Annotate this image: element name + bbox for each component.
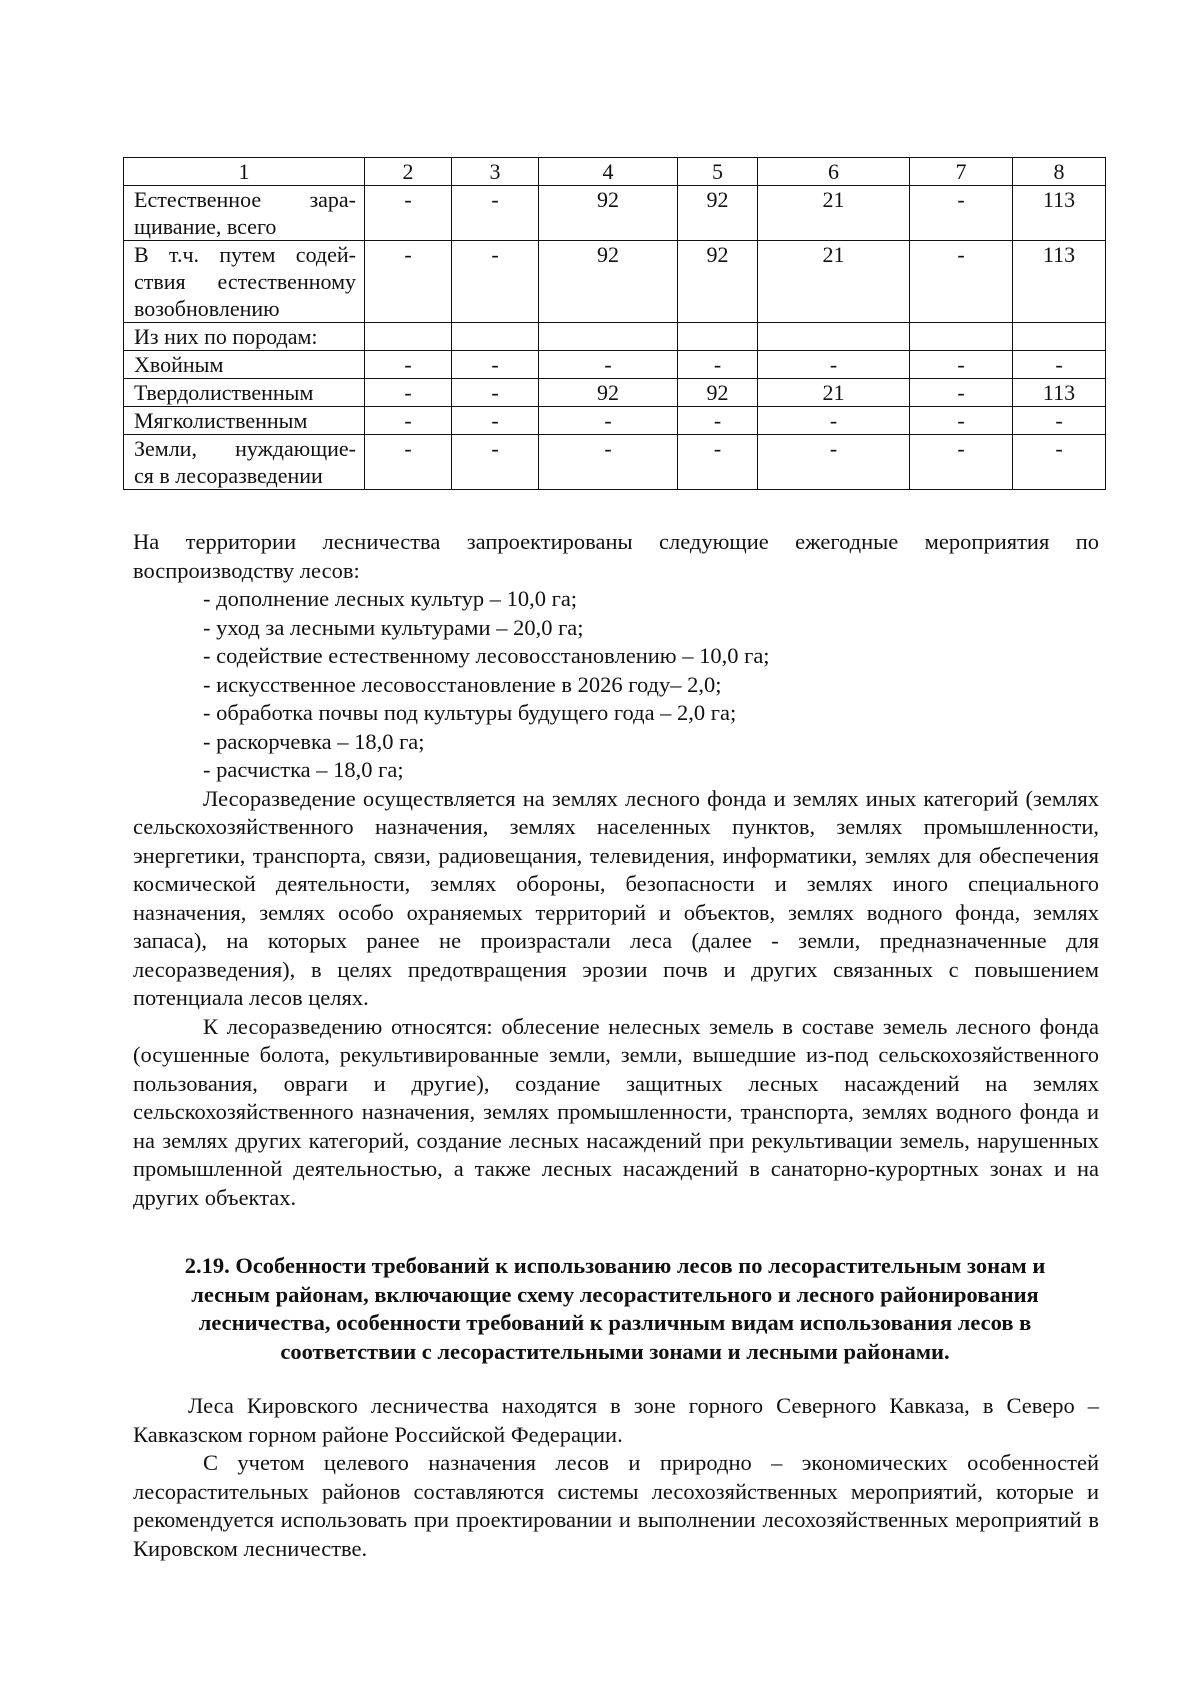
table-cell: -: [758, 407, 910, 435]
table-cell: -: [1013, 351, 1106, 379]
row-label-line: Твердолиственным: [134, 380, 314, 405]
table-cell: -: [452, 379, 539, 407]
table-cell: -: [678, 435, 758, 490]
table-header-cell: 8: [1013, 158, 1106, 186]
row-label-line: ся в лесоразведении: [134, 463, 323, 488]
table-row: [124, 407, 1106, 435]
row-label: [124, 241, 365, 323]
table-cell: [365, 323, 452, 351]
intro-paragraph: [133, 528, 1099, 557]
table-cell: -: [910, 186, 1013, 241]
table-cell: -: [758, 435, 910, 490]
table-header-cell: 7: [910, 158, 1013, 186]
table-header-cell: 1: [124, 158, 365, 186]
row-label-line: Мягколиственным: [134, 408, 308, 433]
table-cell: 113: [1013, 241, 1106, 323]
row-label-line: Естественное зара-: [134, 187, 356, 212]
table-cell: -: [1013, 407, 1106, 435]
table-cell: [910, 323, 1013, 351]
table-cell: -: [910, 407, 1013, 435]
table-cell: 21: [758, 241, 910, 323]
table-row: [124, 435, 1106, 490]
table-row: [124, 241, 1106, 323]
list-item: - раскорчевка – 18,0 га;: [203, 728, 425, 754]
table-cell: -: [452, 435, 539, 490]
reforestation-section: [133, 528, 1099, 1212]
table-cell: [452, 323, 539, 351]
table-cell: [678, 323, 758, 351]
table-cell: -: [452, 241, 539, 323]
table-cell: 92: [678, 186, 758, 241]
table-header-cell: 4: [539, 158, 678, 186]
row-label: [124, 323, 365, 351]
table-cell: -: [910, 379, 1013, 407]
intro-line: воспроизводству лесов:: [133, 557, 360, 583]
table-header-row: [124, 158, 1106, 186]
zone-paragraph: Леса Кировского лесничества находятся в зоне горного Северного Кавказа, в Северо – Кавказском горном районе Российской Федерации.: [133, 1393, 1099, 1447]
afforestation-definition-paragraph: Лесоразведение осуществляется на землях лесного фонда и землях иных категорий (землях сельскохозяйственного назначения, землях населенных пунктов, землях промышленности, энергетики, транспорта, связи, радиовещания, телевидения, информатики, землях для обеспечения космической деятельности, землях обороны, безопасности и землях иного специального назначения, землях особо охраняемых территорий и объектов, землях водного фонда, землях запаса), на которых ранее не произрастали леса (далее - земли, предназначенные для лесоразведения), в целях предотвращения эрозии почв и других связанных с повышением потенциала лесов целях.: [133, 785, 1099, 1010]
row-label-line: щивание, всего: [134, 214, 277, 239]
table-header-cell: 5: [678, 158, 758, 186]
table-cell: -: [452, 186, 539, 241]
table-cell: 92: [539, 186, 678, 241]
target-paragraph: С учетом целевого назначения лесов и природно – экономических особенностей лесорастительных районов составляются системы лесохозяйственных мероприятий, которые и рекомендуется использовать при проектировании и выполнении лесохозяйственных мероприятий в Кировском лесничестве.: [133, 1450, 1099, 1561]
table-cell: 113: [1013, 186, 1106, 241]
table-row: [124, 379, 1106, 407]
list-item: - дополнение лесных культур – 10,0 га;: [203, 586, 578, 611]
table-cell: -: [365, 407, 452, 435]
table-header-cell: 3: [452, 158, 539, 186]
table-cell: -: [452, 351, 539, 379]
table-cell: -: [365, 435, 452, 490]
row-label-line: В т.ч. путем содей-: [134, 242, 356, 267]
table-cell: -: [365, 379, 452, 407]
row-label: [124, 435, 365, 490]
table-cell: 92: [539, 379, 678, 407]
table-row: [124, 351, 1106, 379]
table-cell: 21: [758, 186, 910, 241]
table-cell: -: [910, 241, 1013, 323]
table-cell: 113: [1013, 379, 1106, 407]
row-label-line: Земли, нуждающие-: [134, 436, 356, 461]
table-cell: -: [539, 407, 678, 435]
table-cell: [1013, 323, 1106, 351]
intro-continuation: [133, 557, 1099, 586]
table-cell: [539, 323, 678, 351]
table-cell: -: [1013, 435, 1106, 490]
list-item: - содействие естественному лесовосстановлению – 10,0 га;: [203, 643, 770, 668]
table-cell: 92: [678, 241, 758, 323]
table-cell: -: [539, 351, 678, 379]
table-cell: -: [678, 407, 758, 435]
afforestation-scope-paragraph: К лесоразведению относятся: облесение нелесных земель в составе земель лесного фонда (осушенные болота, рекультивированные земли, земли, вышедшие из-под сельскохозяйственного пользования, овраги и другие), создание защитных лесных насаждений на землях сельскохозяйственного назначения, землях промышленности, транспорта, землях водного фонда и на землях других категорий, создание лесных насаждений при рекультивации земель, нарушенных промышленной деятельностью, а также лесных насаждений в санаторно-курортных зонах и на других объектах.: [133, 1013, 1099, 1210]
table-cell: -: [365, 241, 452, 323]
table-cell: 92: [539, 241, 678, 323]
table-cell: [758, 323, 910, 351]
row-label: [124, 379, 365, 407]
table-cell: -: [539, 435, 678, 490]
section-heading: 2.19. Особенности требований к использованию лесов по лесорастительным зонам и лесным районам, включающие схему лесорастительного и лесного районирования лесничества, особенности требований к различным видам использования лесов в соответствии с лесорастительными зонами и лесными районами.: [184, 1253, 1046, 1364]
table-header-cell: 6: [758, 158, 910, 186]
row-label-line: возобновлению: [134, 296, 280, 321]
row-label-line: Хвойным: [134, 352, 224, 377]
intro-line: На территории лесничества запроектированы следующие ежегодные мероприятия по: [133, 529, 1099, 554]
row-label: [124, 351, 365, 379]
row-label: [124, 407, 365, 435]
table-cell: -: [910, 351, 1013, 379]
table-cell: -: [365, 351, 452, 379]
reforestation-table: [123, 157, 1106, 490]
row-label-line: ствия естественному: [134, 269, 356, 294]
row-label: [124, 186, 365, 241]
table-cell: -: [452, 407, 539, 435]
list-item: - расчистка – 18,0 га;: [203, 757, 404, 782]
table-cell: -: [758, 351, 910, 379]
table-row: [124, 323, 1106, 351]
table-header-cell: 2: [365, 158, 452, 186]
list-item: - обработка почвы под культуры будущего года – 2,0 га;: [203, 700, 737, 725]
list-item: - уход за лесными культурами – 20,0 га;: [203, 614, 584, 640]
zoning-section: [133, 1392, 1099, 1563]
table-row: [124, 186, 1106, 241]
table-cell: -: [365, 186, 452, 241]
table-cell: 21: [758, 379, 910, 407]
row-label-line: Из них по породам:: [134, 324, 318, 349]
list-item: - искусственное лесовосстановление в 2026 году– 2,0;: [203, 671, 722, 697]
table-cell: -: [910, 435, 1013, 490]
table-cell: 92: [678, 379, 758, 407]
table-cell: -: [678, 351, 758, 379]
